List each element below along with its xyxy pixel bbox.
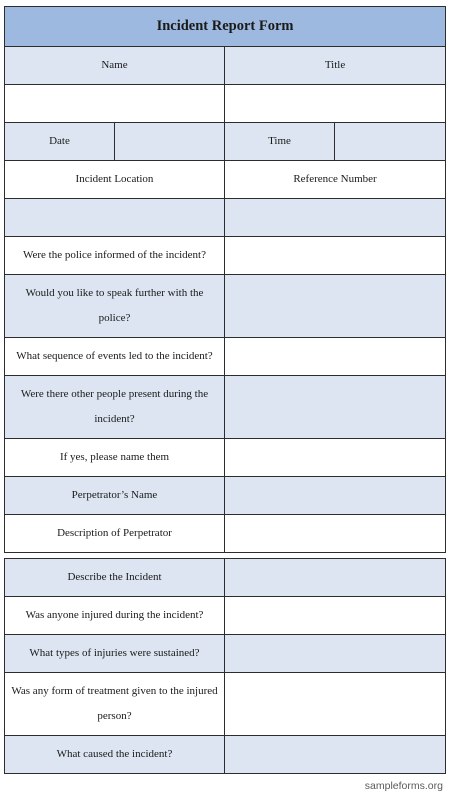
- reference-number-field[interactable]: [225, 199, 446, 237]
- watermark: sampleforms.org: [364, 780, 443, 792]
- form-table-top: [4, 6, 446, 553]
- name-them-label: If yes, please name them: [5, 439, 225, 477]
- incident-report-form: [4, 6, 445, 774]
- perpetrator-name-field[interactable]: [225, 477, 446, 515]
- sequence-events-label: What sequence of events led to the incident?: [5, 338, 225, 376]
- cause-label: What caused the incident?: [5, 736, 225, 774]
- date-field[interactable]: [115, 123, 225, 161]
- treatment-given-field[interactable]: [225, 673, 446, 736]
- other-people-field[interactable]: [225, 376, 446, 439]
- cause-field[interactable]: [225, 736, 446, 774]
- time-label: Time: [225, 123, 335, 161]
- perpetrator-description-label: Description of Perpetrator: [5, 515, 225, 553]
- speak-police-field[interactable]: [225, 275, 446, 338]
- name-them-field[interactable]: [225, 439, 446, 477]
- form-title: Incident Report Form: [5, 7, 446, 47]
- title-field[interactable]: [225, 85, 446, 123]
- sequence-events-field[interactable]: [225, 338, 446, 376]
- other-people-label: Were there other people present during the incident?: [5, 376, 225, 439]
- police-informed-label: Were the police informed of the incident?: [5, 237, 225, 275]
- anyone-injured-label: Was anyone injured during the incident?: [5, 597, 225, 635]
- title-label: Title: [225, 47, 446, 85]
- time-field[interactable]: [335, 123, 446, 161]
- incident-location-field[interactable]: [5, 199, 225, 237]
- form-table-bottom: [4, 558, 446, 774]
- describe-incident-field[interactable]: [225, 559, 446, 597]
- name-field[interactable]: [5, 85, 225, 123]
- perpetrator-name-label: Perpetrator’s Name: [5, 477, 225, 515]
- injury-types-field[interactable]: [225, 635, 446, 673]
- police-informed-field[interactable]: [225, 237, 446, 275]
- name-label: Name: [5, 47, 225, 85]
- injury-types-label: What types of injuries were sustained?: [5, 635, 225, 673]
- treatment-given-label: Was any form of treatment given to the injured person?: [5, 673, 225, 736]
- incident-location-label: Incident Location: [5, 161, 225, 199]
- describe-incident-label: Describe the Incident: [5, 559, 225, 597]
- date-label: Date: [5, 123, 115, 161]
- reference-number-label: Reference Number: [225, 161, 446, 199]
- anyone-injured-field[interactable]: [225, 597, 446, 635]
- perpetrator-description-field[interactable]: [225, 515, 446, 553]
- speak-police-label: Would you like to speak further with the police?: [5, 275, 225, 338]
